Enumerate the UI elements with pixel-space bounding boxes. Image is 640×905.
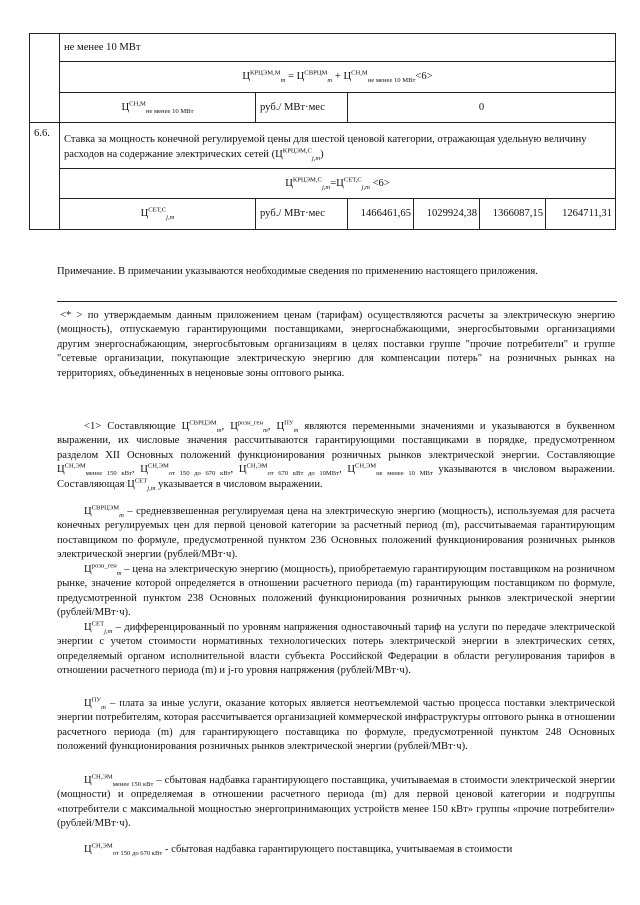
tariff-table	[29, 33, 616, 230]
table-row	[30, 169, 616, 199]
value-cell: 0	[348, 93, 616, 123]
value-cell: 1264711,31	[546, 199, 616, 230]
table-row	[30, 93, 616, 123]
label-cell: $Ц^{СН,М}_{не менее 10 МВт}$	[60, 93, 256, 123]
footnote-one: <1> Составляющие $Ц^{СВРЦЭМ}_m$, $Ц^{розн\_ген}_m$, $Ц^{ПУ}_m$ являются переменными значениями и указываются в буквенном выражении, их числовые значения рассчитываются гарантирующими поставщиками в порядке, предусмотренном разделом XII Основных положений функционирования розничных рынков электрической энергии. Составляющие $Ц^{СН,ЭМ}_{менее 150 кВт}$, $Ц^{СН,ЭМ}_{от 150 до 670 кВт}$, $Ц^{СН,ЭМ}_{от 670 кВт до 10МВт}$, $Ц^{СН,ЭМ}_{не менее 10 МВт}$ указываются в числовом выражении. Составляющая $Ц^{СЕТ}_{j,m}$ указывается в числовом выражении.	[57, 419, 616, 492]
definition-sn-150-670: $Ц^{СН,ЭМ}_{от 150 до 670 кВт}$ - сбытовая надбавка гарантирующего поставщика, учитываемая в стоимости	[84, 842, 513, 858]
formula-cell: $Ц^{КРЦЭМ,С}_{j,m}=Ц^{СЕТ,С}_{j,m} <6>$	[60, 169, 616, 199]
value-cell: 1466461,65	[348, 199, 414, 230]
note-paragraph: Примечание. В примечании указываются необходимые сведения по применению настоящего приложения.	[57, 266, 538, 277]
definition-sn-150: $Ц^{СН,ЭМ}_{менее 150 кВт}$ – сбытовая надбавка гарантирующего поставщика, учитываемая в стоимости электрической энергии (мощности) и определяемая в отношении расчетного периода (m) для первой ценовой категории и подгруппы «потребители с максимальной мощностью энергопринимающих устройств менее 150 кВт» группы «прочие потребители» (рублей/МВт·ч).	[57, 773, 616, 830]
formula-cell	[60, 62, 616, 93]
table-row	[30, 62, 616, 93]
row-text-cell: не менее 10 МВт	[60, 34, 616, 62]
unit-cell: руб./ МВт·мес	[256, 199, 348, 230]
value-cell: 1029924,38	[414, 199, 480, 230]
row-text-cell: Ставка за мощность конечной регулируемой цены для шестой ценовой категории, отражающая удельную величину расходов на содержание электрических сетей $(Ц^{КРЦЭМ,С}_{j,m})$	[60, 123, 616, 169]
formula-krcem-m: $Ц^{КРЦЭМ,М}_m = Ц^{СВРЦМ}_m + Ц^{СН,М}_{не менее 10 МВт}<6>$	[242, 69, 433, 85]
definition-set: $Ц^{СЕТ}_{j,m}$ – дифференцированный по уровням напряжения одноставочный тариф на услуги по передаче электрической энергии с учетом стоимости нормативных технологических потерь электрической энергии в электрических сетях, определяемый органом исполнительной власти субъекта Российской Федерации в области регулирования тарифов в отношении расчетного периода (m) и j-го уровня напряжения (рублей/МВт·ч).	[57, 620, 615, 677]
table-row	[30, 123, 616, 169]
row-number-cell: 6.6.	[30, 123, 60, 230]
definition-pu: $Ц^{ПУ}_m$ – плата за иные услуги, оказание которых является неотъемлемой частью процесса поставки электрической энергии потребителям, которая рассчитывается организацией коммерческой инфраструктуры оптового рынка в отношении расчетного периода (m) для гарантирующего поставщика по формуле, предусмотренной пунктом 248 Основных положений функционирования розничных рынков электрической энергии (рублей/МВт·ч).	[57, 696, 615, 753]
definition-svrcem: $Ц^{СВРЦЭМ}_m$ – средневзвешенная регулируемая цена на электрическую энергию (мощность), используемая для расчета конечных регулируемых цен для первой ценовой категории за расчетный период (m), рассчитываемая гарантирующим поставщиком по формуле, предусмотренной пунктом 236 Основных положений функционирования розничных рынков электрической энергии (рублей/МВт·ч).	[57, 504, 615, 561]
footnote-star: <* > по утверждаемым данным приложением ценам (тарифам) осуществляются расчеты за электрическую энергию (мощность), отпускаемую гарантирующими поставщиками, энергоснабжающими, энергосбытовыми организациями другим энергоснабжающим, энергосбытовым организациям в целях поставки группе "прочие потребители" и группе "сетевые организации, покупающие электрическую энергию для компенсации потерь" на розничных рынках на территориях, объединенных в неценовые зоны оптового рынка.	[57, 310, 615, 379]
table-row	[30, 199, 616, 230]
table-row	[30, 34, 616, 62]
unit-cell: руб./ МВт·мес	[256, 93, 348, 123]
row-number-cell	[30, 34, 60, 123]
definition-rozn-gen: $Ц^{розн\_ген}_m$ – цена на электрическую энергию (мощность), приобретаемую гарантирующим поставщиком на розничном рынке, значение которой определяется в отношении расчетного периода (m) гарантирующим поставщиком по формуле, предусмотренной пунктом 238 Основных положений функционирования розничных рынков электрической энергии (рублей/МВт·ч).	[57, 562, 615, 619]
label-cell: $Ц^{СЕТ,С}_{j,m}$	[60, 199, 256, 230]
footnote-separator	[57, 301, 617, 302]
value-cell: 1366087,15	[480, 199, 546, 230]
